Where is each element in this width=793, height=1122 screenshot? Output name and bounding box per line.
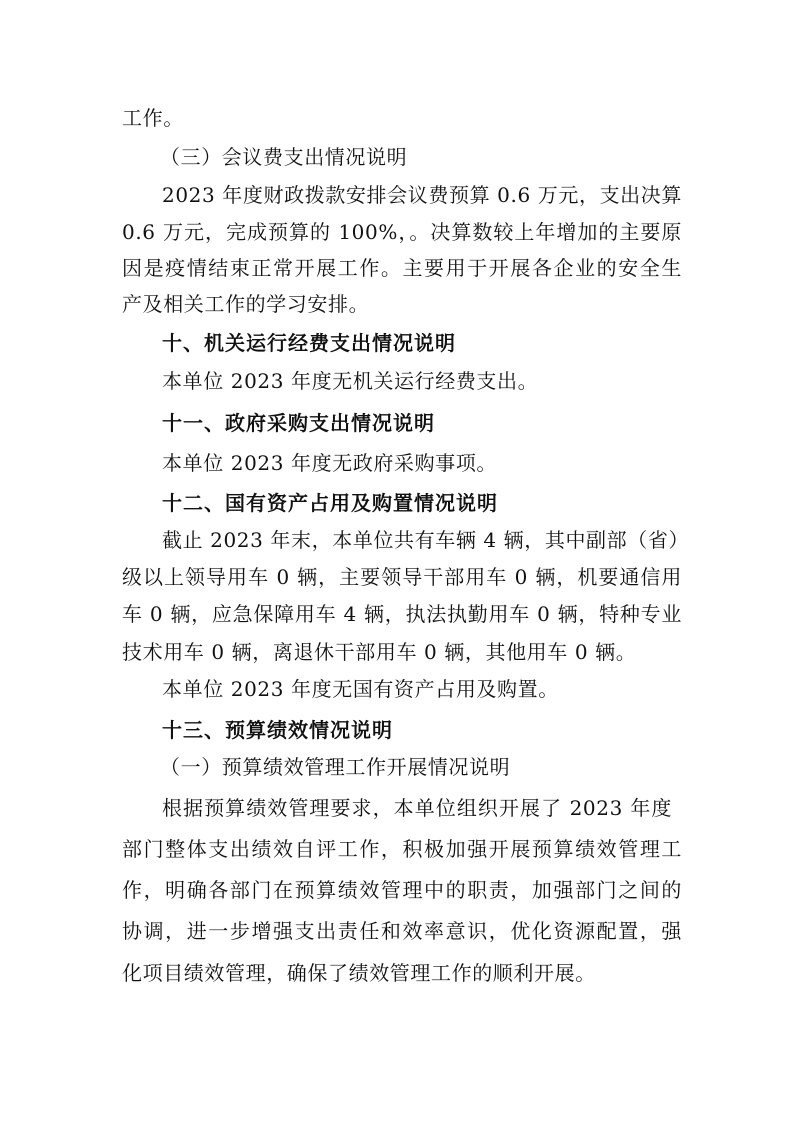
paragraph-line: 部门整体支出绩效自评工作，积极加强开展预算绩效管理工	[122, 837, 682, 861]
paragraph-line: 因是疫情结束正常开展工作。主要用于开展各企业的安全生	[122, 256, 682, 280]
section-heading-10: 十、机关运行经费支出情况说明	[162, 331, 456, 355]
paragraph-line: 本单位 2023 年度无机关运行经费支出。	[162, 369, 539, 393]
paragraph-line: 根据预算绩效管理要求，本单位组织开展了 2023 年度	[162, 796, 672, 820]
section-heading-11: 十一、政府采购支出情况说明	[162, 411, 435, 435]
paragraph-line: 产及相关工作的学习安排。	[122, 292, 370, 316]
paragraph-line: 截止 2023 年末，本单位共有车辆 4 辆，其中副部（省）	[162, 528, 690, 552]
paragraph-line: 本单位 2023 年度无国有资产占用及购置。	[162, 677, 559, 701]
paragraph-line: 技术用车 0 辆，离退休干部用车 0 辆，其他用车 0 辆。	[122, 640, 637, 664]
paragraph-line: 作，明确各部门在预算绩效管理中的职责，加强部门之间的	[122, 878, 682, 902]
paragraph-line: 化项目绩效管理，确保了绩效管理工作的顺利开展。	[122, 961, 596, 985]
paragraph-continuation-line: 工作。	[122, 106, 184, 130]
section-heading-13: 十三、预算绩效情况说明	[162, 718, 393, 742]
paragraph-line: 级以上领导用车 0 辆，主要领导干部用车 0 辆，机要通信用	[122, 565, 682, 589]
paragraph-line: 协调，进一步增强支出责任和效率意识，优化资源配置，强	[122, 919, 682, 943]
paragraph-line: 0.6 万元，完成预算的 100%，。决算数较上年增加的主要原	[122, 220, 682, 244]
subsection-title-meeting-fees: （三）会议费支出情况说明	[160, 145, 408, 169]
paragraph-line: 本单位 2023 年度无政府采购事项。	[162, 451, 498, 475]
subsection-title-performance-management: （一）预算绩效管理工作开展情况说明	[160, 755, 511, 779]
paragraph-line: 2023 年度财政拨款安排会议费预算 0.6 万元，支出决算	[162, 183, 682, 207]
section-heading-12: 十二、国有资产占用及购置情况说明	[162, 491, 498, 515]
paragraph-line: 车 0 辆，应急保障用车 4 辆，执法执勤用车 0 辆，特种专业	[122, 602, 682, 626]
